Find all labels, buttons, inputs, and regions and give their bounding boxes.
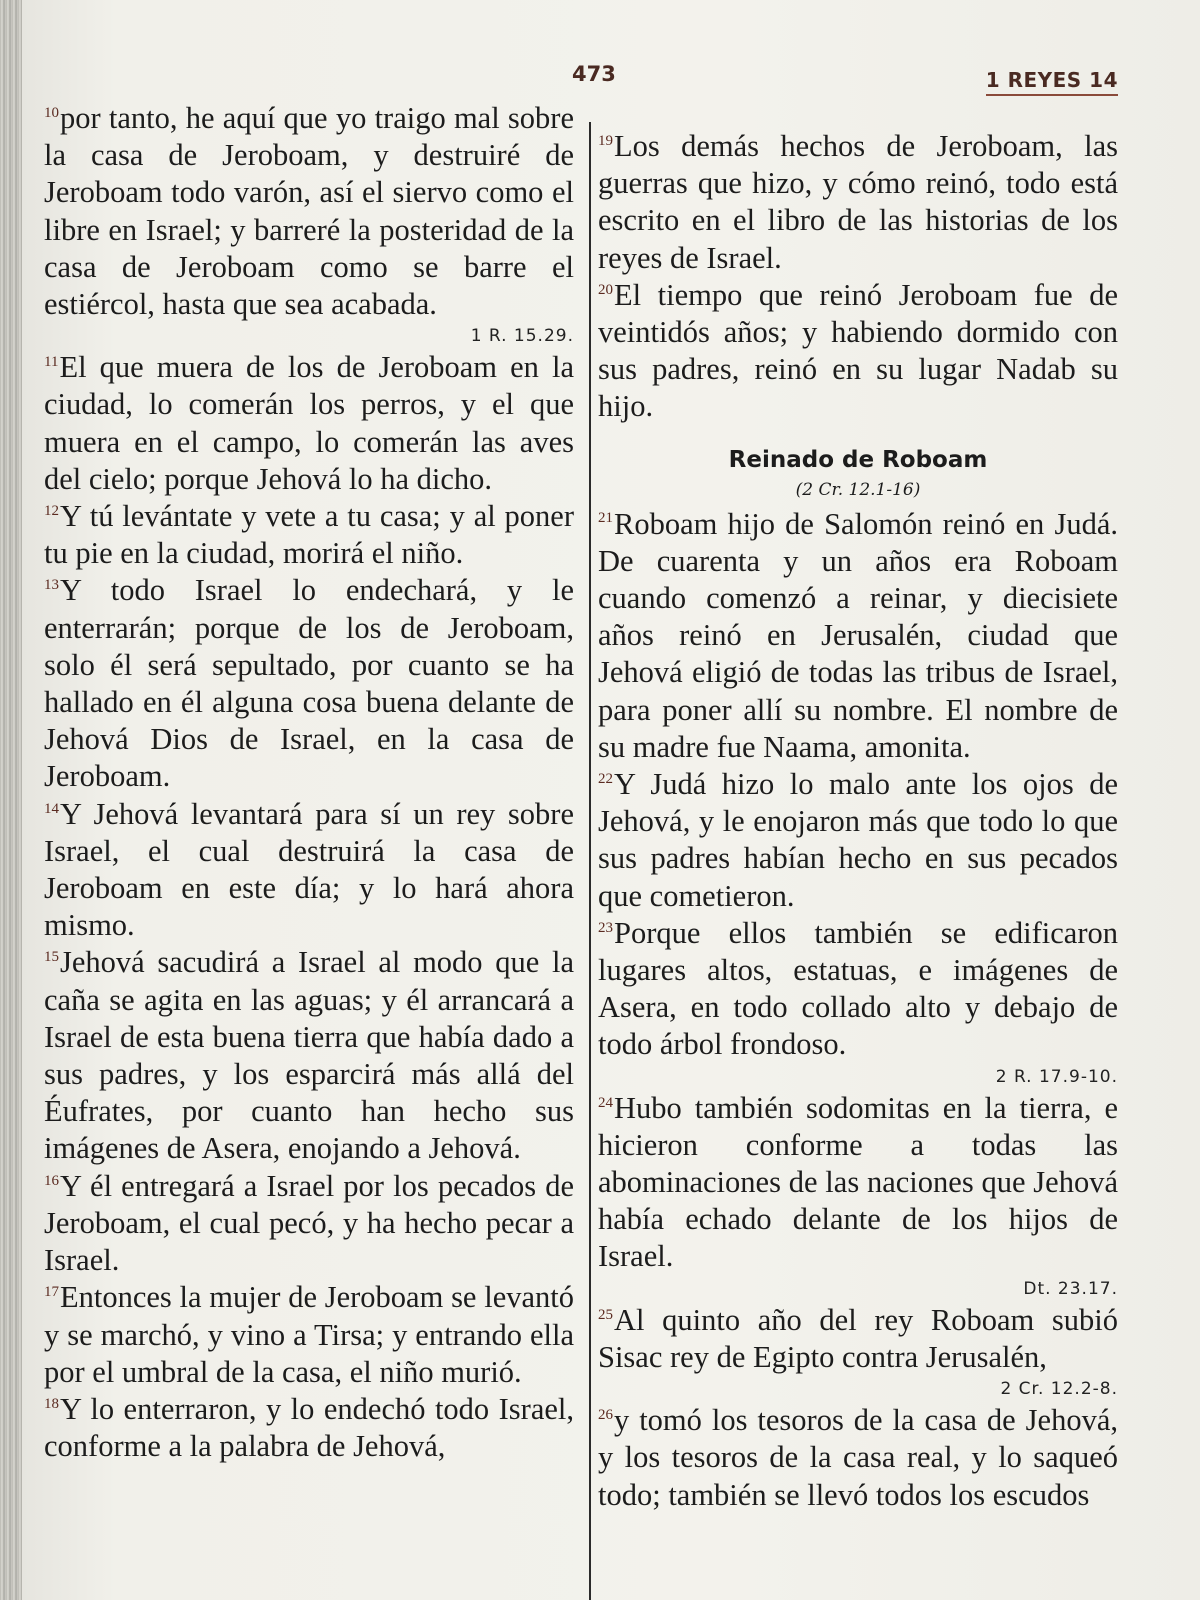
verse-text: Y Judá hizo lo malo ante los ojos de Jehová, y le enojaron más que todo lo que sus padres habían hecho en sus pecados que cometieron. <box>598 767 1118 913</box>
verse-number: 25 <box>598 1306 613 1323</box>
verse-text: Roboam hijo de Salomón reinó en Judá. De cuarenta y un años era Roboam cuando comenzó a reinar, y diecisiete años reinó en Jerusalén, ciudad que Jehová eligió de todas las tribus de Israel, para poner allí su nombre. El nombre de su madre fue Naama, amonita. <box>598 506 1118 764</box>
page-number: 473 <box>572 62 616 86</box>
verse-number: 18 <box>44 1395 59 1412</box>
verse-number: 10 <box>44 104 59 121</box>
section-heading: Reinado de Roboam <box>728 446 988 473</box>
verse-number: 20 <box>598 281 613 298</box>
verse-text: Y todo Israel lo endechará, y le enterrarán; porque de los de Jeroboam, solo él será sepultado, por cuanto se ha hallado en él alguna cosa buena delante de Jehová Dios de Israel, en la casa de Jeroboam. <box>44 573 574 794</box>
running-head: 1 REYES 14 <box>986 68 1118 96</box>
verse-number: 17 <box>44 1284 59 1301</box>
verse-text: Y él entregará a Israel por los pecados de Jeroboam, el cual pecó, y ha hecho pecar a Israel. <box>44 1168 574 1278</box>
verse-13 <box>44 572 574 795</box>
verse-number: 16 <box>44 1172 59 1189</box>
verse-14 <box>44 796 574 945</box>
verse-number: 14 <box>44 800 59 817</box>
verse-16 <box>44 1168 574 1280</box>
verse-20 <box>598 277 1118 426</box>
verse-22 <box>598 766 1118 915</box>
verse-24 <box>598 1090 1118 1276</box>
verse-text: Entonces la mujer de Jeroboam se levantó y se marchó, y vino a Tirsa; y entrando ella por el umbral de la casa, el niño murió. <box>44 1280 574 1389</box>
verse-15 <box>44 944 574 1167</box>
section-parallel-reference: (2 Cr. 12.1-16) <box>795 479 921 500</box>
verse-text: El tiempo que reinó Jeroboam fue de veintidós años; y habiendo dormido con sus padres, reinó en su lugar Nadab su hijo. <box>598 277 1118 424</box>
verse-number: 13 <box>44 577 59 594</box>
verse-number: 24 <box>598 1094 613 1111</box>
verse-number: 26 <box>598 1406 613 1423</box>
cross-reference: 2 R. 17.9-10. <box>995 1066 1118 1087</box>
verse-21 <box>598 506 1118 766</box>
verse-26 <box>598 1402 1118 1514</box>
verse-25 <box>598 1302 1118 1376</box>
book-spine-edge <box>0 0 22 1600</box>
verse-number: 15 <box>44 949 59 966</box>
verse-number: 22 <box>598 770 613 787</box>
verse-number: 19 <box>598 132 613 149</box>
verse-text: Jehová sacudirá a Israel al modo que la caña se agita en las aguas; y él arrancará a Israel de esta buena tierra que había dado a sus padres, y los esparcirá más allá del Éufrates, por cuanto han hecho sus imágenes de Asera, enojando a Jehová. <box>44 945 574 1166</box>
verse-text: por tanto, he aquí que yo traigo mal sobre la casa de Jeroboam, y destruiré de Jeroboam todo varón, así el siervo como el libre en Israel; y barreré la posteridad de la casa de Jeroboam como se barre el estiércol, hasta que sea acabada. <box>44 101 574 322</box>
verse-number: 12 <box>44 502 59 519</box>
verse-text: Al quinto año del rey Roboam subió Sisac rey de Egipto contra Jerusalén, <box>598 1302 1118 1374</box>
verse-text: Y lo enterraron, y lo endechó todo Israel, conforme a la palabra de Jehová, <box>44 1391 574 1464</box>
verse-11 <box>44 349 574 498</box>
verse-number: 11 <box>44 354 59 371</box>
verse-12 <box>44 498 574 572</box>
verse-text: y tomó los tesoros de la casa de Jehová, y los tesoros de la casa real, y lo saqueó todo; también se llevó todos los escudos <box>598 1403 1118 1512</box>
verse-number: 23 <box>598 919 613 936</box>
verse-text: Y Jehová levantará para sí un rey sobre Israel, el cual destruirá la casa de Jeroboam en este día; y lo hará ahora mismo. <box>44 796 574 943</box>
left-column <box>44 100 574 1465</box>
bible-page <box>22 0 1200 1600</box>
verse-23 <box>598 915 1118 1064</box>
cross-reference: 1 R. 15.29. <box>470 326 574 347</box>
cross-reference: Dt. 23.17. <box>1023 1278 1118 1299</box>
page-header <box>22 60 1200 100</box>
column-divider <box>589 122 591 1600</box>
verse-18 <box>44 1391 574 1465</box>
verse-19 <box>598 128 1118 277</box>
verse-text: Los demás hechos de Jeroboam, las guerras que hizo, y cómo reinó, todo está escrito en el libro de las historias de los reyes de Israel. <box>598 129 1118 275</box>
verse-10 <box>44 100 574 323</box>
verse-text: Porque ellos también se edificaron lugares altos, estatuas, e imágenes de Asera, en todo collado alto y debajo de todo árbol frondoso. <box>598 915 1118 1062</box>
verse-text: Hubo también sodomitas en la tierra, e hicieron conforme a todas las abominaciones de las naciones que Jehová había echado delante de los hijos de Israel. <box>598 1090 1118 1274</box>
cross-reference: 2 Cr. 12.2-8. <box>1000 1379 1118 1400</box>
verse-17 <box>44 1279 574 1391</box>
right-column <box>598 128 1118 1514</box>
verse-number: 21 <box>598 510 613 527</box>
verse-text: Y tú levántate y vete a tu casa; y al poner tu pie en la ciudad, morirá el niño. <box>44 499 574 571</box>
verse-text: El que muera de los de Jeroboam en la ciudad, lo comerán los perros, y el que muera en el campo, lo comerán las aves del cielo; porque Jehová lo ha dicho. <box>44 350 574 496</box>
